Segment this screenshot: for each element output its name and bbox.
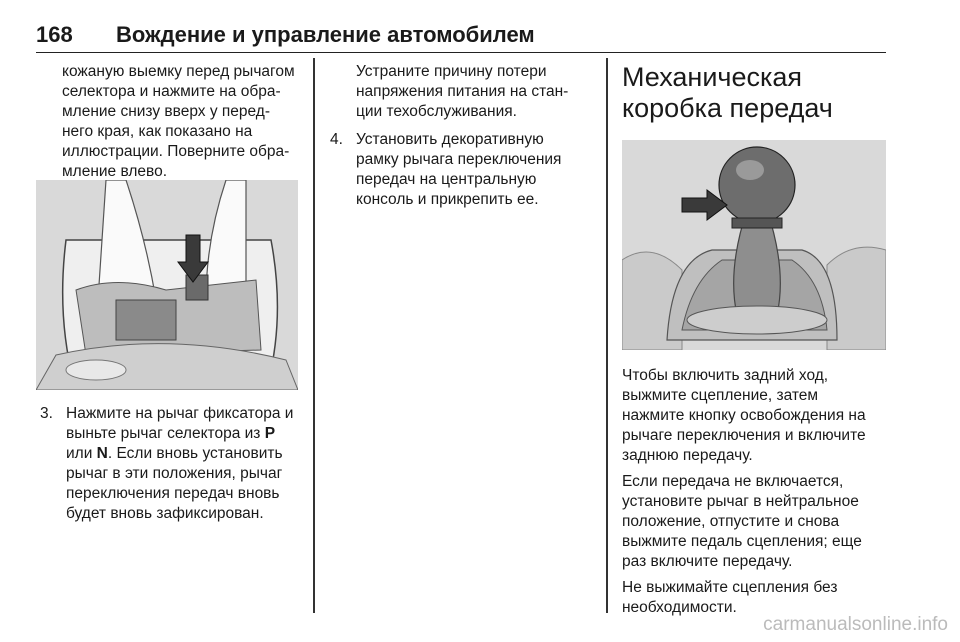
column-2 (330, 62, 596, 210)
text-line: ции техобслуживания. (356, 103, 517, 120)
text-line: будет вновь зафиксирован. (66, 505, 264, 522)
step-4 (330, 130, 596, 210)
text-line: или N. Если вновь установить (66, 445, 283, 462)
page-number: 168 (36, 22, 73, 47)
text-line: него края, как показано на (62, 123, 253, 140)
text-line: Установить декоративную (356, 131, 544, 148)
column-1 (36, 62, 302, 182)
continued-paragraph (330, 62, 596, 122)
text-line: селектора и нажмите на обра- (62, 83, 281, 100)
text-line: кожаную выемку перед рычагом (62, 63, 295, 80)
chapter-title: Вождение и управление автомобилем (116, 22, 535, 47)
intro-paragraph (36, 62, 302, 182)
text-line: мление снизу вверх у перед- (62, 103, 271, 120)
manual-gearbox-illustration (622, 140, 886, 350)
step-number: 3. (40, 405, 53, 422)
step-3 (40, 404, 306, 524)
text-line: рамку рычага переключения (356, 151, 562, 168)
text-line: консоль и прикрепить ее. (356, 191, 539, 208)
text-line: выньте рычаг селектора из P (66, 425, 276, 442)
text-line: Устраните причину потери (356, 63, 547, 80)
text-line: мление влево. (62, 163, 167, 180)
text-line: Нажмите на рычаг фиксатора и (66, 405, 294, 422)
page-header (36, 22, 886, 53)
step-number: 4. (330, 131, 343, 148)
text-line: переключения передач вновь (66, 485, 280, 502)
selector-lever-illustration (36, 180, 298, 390)
column-3 (622, 62, 892, 124)
text-line: иллюстрации. Поверните обра- (62, 143, 290, 160)
column-divider-2 (606, 58, 608, 613)
column-3-text (622, 366, 892, 624)
text-line: рычаг в эти положения, рычаг (66, 465, 283, 482)
section-heading: Механическая коробка передач (622, 62, 833, 123)
text-line: передач на центральную (356, 171, 537, 188)
text-line: напряжения питания на стан- (356, 83, 569, 100)
column-divider-1 (313, 58, 315, 613)
paragraph-gear-not-engaging: Если передача не включается, установите рычаг в нейтральное положение, отпустите и снова выжмите педаль сцепления; еще раз включите передачу. (622, 473, 862, 570)
watermark: carmanualsonline.info (763, 614, 948, 635)
paragraph-clutch-warning: Не выжимайте сцепления без необходимости. (622, 579, 838, 616)
paragraph-reverse-gear: Чтобы включить задний ход, выжмите сцепление, затем нажмите кнопку освобождения на рычаге переключения и включите заднюю передачу. (622, 367, 866, 464)
